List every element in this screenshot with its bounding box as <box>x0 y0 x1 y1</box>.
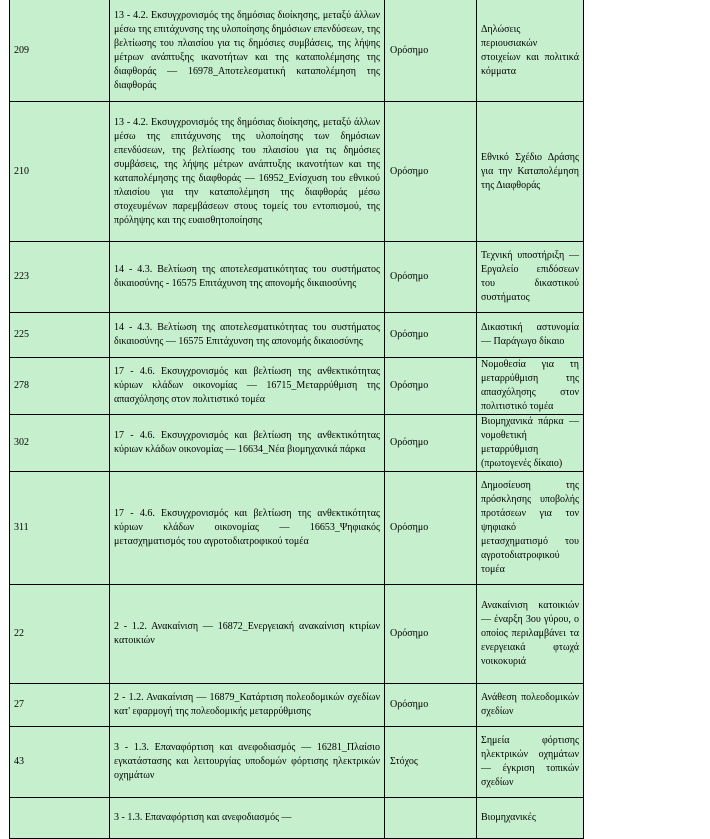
row-id: 311 <box>10 472 110 585</box>
row-title: Δικαστική αστυνομία — Παράγωγο δίκαιο <box>477 313 584 358</box>
table-row <box>10 242 584 313</box>
row-title: Σημεία φόρτισης ηλεκτρικών οχημάτων — έγκριση τοπικών σχεδίων <box>477 727 584 798</box>
row-title: Βιομηχανικές <box>477 798 584 839</box>
row-id: 209 <box>10 0 110 102</box>
row-type: Ορόσημο <box>385 313 477 358</box>
milestones-table <box>9 0 584 839</box>
row-title: Ανάθεση πολεοδομικών σχεδίων <box>477 684 584 727</box>
row-title: Βιομηχανικά πάρκα — νομοθετική μεταρρύθμιση (πρωτογενές δίκαιο) <box>477 415 584 472</box>
row-type: Ορόσημο <box>385 358 477 415</box>
row-id: 225 <box>10 313 110 358</box>
table-row <box>10 798 584 839</box>
row-description: 2 - 1.2. Ανακαίνιση — 16879_Κατάρτιση πολεοδομικών σχεδίων κατ' εφαρμογή της πολεοδομικής μεταρρύθμισης <box>110 684 385 727</box>
row-type: Στόχος <box>385 727 477 798</box>
row-id: 210 <box>10 102 110 242</box>
row-id: 278 <box>10 358 110 415</box>
row-type: Ορόσημο <box>385 242 477 313</box>
table-row <box>10 585 584 684</box>
row-type: Ορόσημο <box>385 684 477 727</box>
row-description: 17 - 4.6. Εκσυγχρονισμός και βελτίωση της ανθεκτικότητας κύριων κλάδων οικονομίας — 16715_Μεταρρύθμιση της απασχόλησης στον πολιτιστικό τομέα <box>110 358 385 415</box>
row-type <box>385 798 477 839</box>
row-type: Ορόσημο <box>385 585 477 684</box>
row-description: 3 - 1.3. Επαναφόρτιση και ανεφοδιασμός — <box>110 798 385 839</box>
table-row <box>10 727 584 798</box>
row-description: 17 - 4.6. Εκσυγχρονισμός και βελτίωση της ανθεκτικότητας κύριων κλάδων οικονομίας — 16653_Ψηφιακός μετασχηματισμός του αγροτοδιατροφικού τομέα <box>110 472 385 585</box>
row-id <box>10 798 110 839</box>
row-id: 302 <box>10 415 110 472</box>
row-type: Ορόσημο <box>385 102 477 242</box>
row-title: Ανακαίνιση κατοικιών — έναρξη 3ου γύρου, ο οποίος περιλαμβάνει τα ενεργειακά φτωχά νοικοκυριά <box>477 585 584 684</box>
row-description: 14 - 4.3. Βελτίωση της αποτελεσματικότητας του συστήματος δικαιοσύνης - 16575 Επιτάχυνση της απονομής δικαιοσύνης <box>110 242 385 313</box>
row-id: 22 <box>10 585 110 684</box>
row-type: Ορόσημο <box>385 415 477 472</box>
row-title: Τεχνική υποστήριξη — Εργαλείο επιδόσεων του δικαστικού συστήματος <box>477 242 584 313</box>
row-id: 43 <box>10 727 110 798</box>
table-row <box>10 358 584 415</box>
row-description: 3 - 1.3. Επαναφόρτιση και ανεφοδιασμός — 16281_Πλαίσιο εγκατάστασης και λειτουργίας υποδομών φόρτισης ηλεκτρικών οχημάτων <box>110 727 385 798</box>
row-title: Δημοσίευση της πρόσκλησης υποβολής προτάσεων για τον ψηφιακό μετασχηματισμό του αγροτοδιατροφικού τομέα <box>477 472 584 585</box>
row-description: 2 - 1.2. Ανακαίνιση — 16872_Ενεργειακή ανακαίνιση κτιρίων κατοικιών <box>110 585 385 684</box>
row-id: 27 <box>10 684 110 727</box>
row-description: 14 - 4.3. Βελτίωση της αποτελεσματικότητας του συστήματος δικαιοσύνης — 16575 Επιτάχυνση της απονομής δικαιοσύνης <box>110 313 385 358</box>
row-title: Δηλώσεις περιουσιακών στοιχείων και πολιτικά κόμματα <box>477 0 584 102</box>
row-type: Ορόσημο <box>385 0 477 102</box>
table-row <box>10 102 584 242</box>
row-description: 13 - 4.2. Εκσυγχρονισμός της δημόσιας διοίκησης, μεταξύ άλλων μέσω της επιτάχυνσης της υλοποίησης δημόσιων επενδύσεων, της βελτίωσης του πλαισίου για τις δημόσιες συμβάσεις, της λήψης μέτρων ανάπτυξης ικανοτήτων και της καταπολέμησης της διαφθοράς — 16978_Αποτελεσματική καταπολέμηση της διαφθοράς <box>110 0 385 102</box>
table-row <box>10 0 584 102</box>
table-row <box>10 415 584 472</box>
row-title: Εθνικό Σχέδιο Δράσης για την Καταπολέμηση της Διαφθοράς <box>477 102 584 242</box>
table-row <box>10 313 584 358</box>
row-title: Νομοθεσία για τη μεταρρύθμιση της απασχόλησης στον πολιτιστικό τομέα <box>477 358 584 415</box>
row-type: Ορόσημο <box>385 472 477 585</box>
row-description: 13 - 4.2. Εκσυγχρονισμός της δημόσιας διοίκησης, μεταξύ άλλων μέσω της επιτάχυνσης της υλοποίησης των δημόσιων επενδύσεων, της βελτίωσης του πλαισίου για τις δημόσιες συμβάσεις, της λήψης μέτρων ανάπτυξης ικανοτήτων και της καταπολέμησης της διαφθοράς — 16952_Ενίσχυση του εθνικού πλαισίου για την καταπολέμηση της διαφθοράς μέσω στοχευμένων παρεμβάσεων στους τομείς του εντοπισμού, της πρόληψης και της ευαισθητοποίησης <box>110 102 385 242</box>
table-row <box>10 472 584 585</box>
row-description: 17 - 4.6. Εκσυγχρονισμός και βελτίωση της ανθεκτικότητας κύριων κλάδων οικονομίας — 16634_Νέα βιομηχανικά πάρκα <box>110 415 385 472</box>
row-id: 223 <box>10 242 110 313</box>
table-row <box>10 684 584 727</box>
